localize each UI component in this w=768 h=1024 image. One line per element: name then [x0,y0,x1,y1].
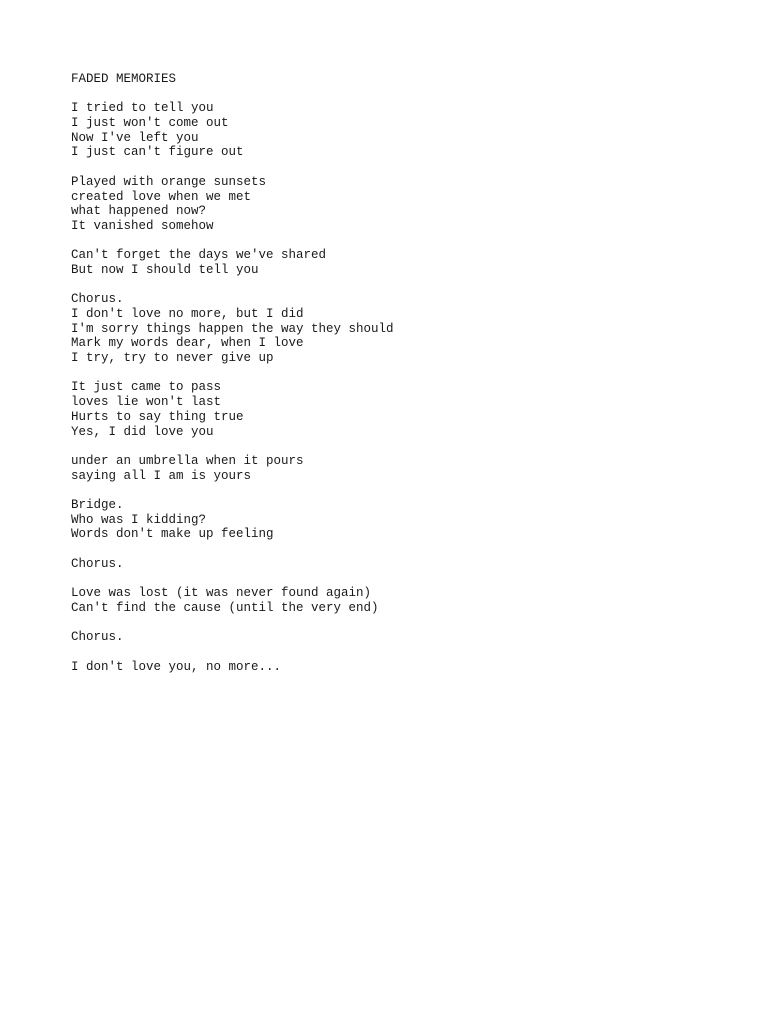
text-line: Love was lost (it was never found again) [71,586,372,601]
text-line: I try, try to never give up [71,351,274,366]
text-line: Hurts to say thing true [71,409,244,424]
section-heading: Bridge. [71,497,124,512]
text-line: I don't love no more, but I did [71,307,304,321]
text-line: Played with orange sunsets [71,174,267,189]
text-line: Yes, I did love you [71,424,214,439]
text-line: what happened now? [71,204,207,219]
blank-line [71,483,731,498]
blank-line [71,160,731,175]
blank-line [71,645,731,660]
text-line: I just won't come out [71,116,229,131]
section-heading: Chorus. [71,630,124,645]
text-line: Who was I kidding? [71,512,207,527]
blank-line [71,87,731,102]
text-line: I don't love you, no more... [71,659,282,674]
blank-line [71,278,731,293]
text-line: saying all I am is yours [71,468,252,483]
text-line: It vanished somehow [71,218,214,233]
section-heading: Chorus. [71,556,124,571]
section-heading: Chorus. [71,292,124,307]
blank-line [71,542,731,557]
text-line: under an umbrella when it pours [71,453,304,468]
document-title: FADED MEMORIES [71,72,177,86]
blank-line [71,366,731,381]
text-line: I just can't figure out [71,145,244,160]
text-line: I tried to tell you [71,101,214,116]
text-line: Words don't make up feeling [71,527,274,542]
text-line: But now I should tell you [71,262,259,277]
text-line: I'm sorry things happen the way they should [71,321,394,336]
text-line: created love when we met [71,189,252,204]
text-line: loves lie won't last [71,395,222,410]
text-line: Can't find the cause (until the very end) [71,600,379,615]
text-line: Now I've left you [71,130,199,145]
blank-line [71,571,731,586]
lyrics-text [71,72,731,674]
blank-line [71,615,731,630]
text-line: Mark my words dear, when I love [71,336,304,351]
text-line: Can't forget the days we've shared [71,248,327,263]
blank-line [71,234,731,249]
text-line: It just came to pass [71,380,222,395]
blank-line [71,439,731,454]
